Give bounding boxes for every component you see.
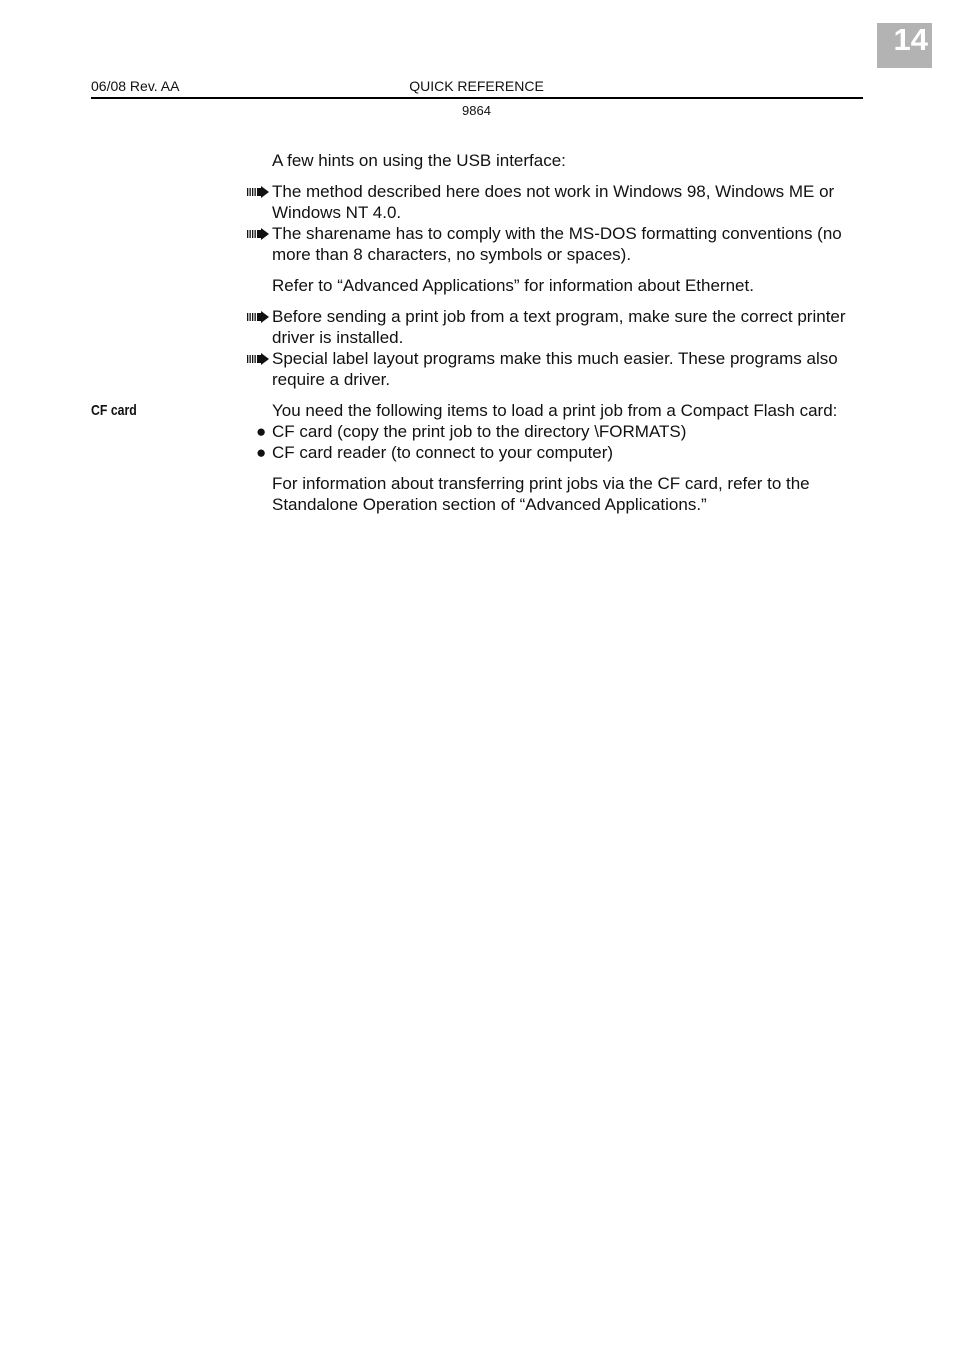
note-item: [272, 181, 872, 223]
list-item-text: CF card reader (to connect to your computer): [272, 443, 614, 462]
chapter-tab: [877, 23, 932, 68]
usb-intro-paragraph: A few hints on using the USB interface:: [272, 151, 566, 170]
arrow-right-icon: [247, 306, 271, 327]
note-text: Special label layout programs make this much easier. These programs also require a driver.: [272, 349, 838, 389]
arrow-right-icon: [247, 181, 271, 202]
list-item: [256, 442, 872, 463]
note-text: The sharename has to comply with the MS-DOS formatting conventions (no more than 8 characters, no symbols or spaces).: [272, 224, 842, 264]
revision-label: 06/08 Rev. AA: [91, 78, 180, 94]
document-title: QUICK REFERENCE: [409, 78, 544, 94]
chapter-number: 14: [893, 22, 928, 57]
document-number: 9864: [462, 103, 491, 118]
main-content: [256, 150, 872, 525]
note-item: [272, 306, 872, 348]
cf-info-paragraph: For information about transferring print jobs via the CF card, refer to the Standalone Operation section of “Advanced Applications.”: [272, 474, 810, 514]
note-text: The method described here does not work in Windows 98, Windows ME or Windows NT 4.0.: [272, 182, 835, 222]
bullet-icon: ●: [256, 422, 267, 441]
note-text: Before sending a print job from a text program, make sure the correct printer driver is installed.: [272, 307, 846, 347]
list-item: [256, 421, 872, 442]
list-item-text: CF card (copy the print job to the directory \FORMATS): [272, 422, 687, 441]
note-item: [272, 348, 872, 390]
bullet-icon: ●: [256, 443, 267, 462]
arrow-right-icon: [247, 223, 271, 244]
note-item: [272, 223, 872, 265]
section-label-cf-card: CF card: [91, 402, 137, 419]
header-divider: [91, 97, 863, 99]
ethernet-reference-paragraph: Refer to “Advanced Applications” for information about Ethernet.: [272, 276, 754, 295]
cf-intro-paragraph: You need the following items to load a print job from a Compact Flash card:: [272, 401, 838, 420]
arrow-right-icon: [247, 348, 271, 369]
